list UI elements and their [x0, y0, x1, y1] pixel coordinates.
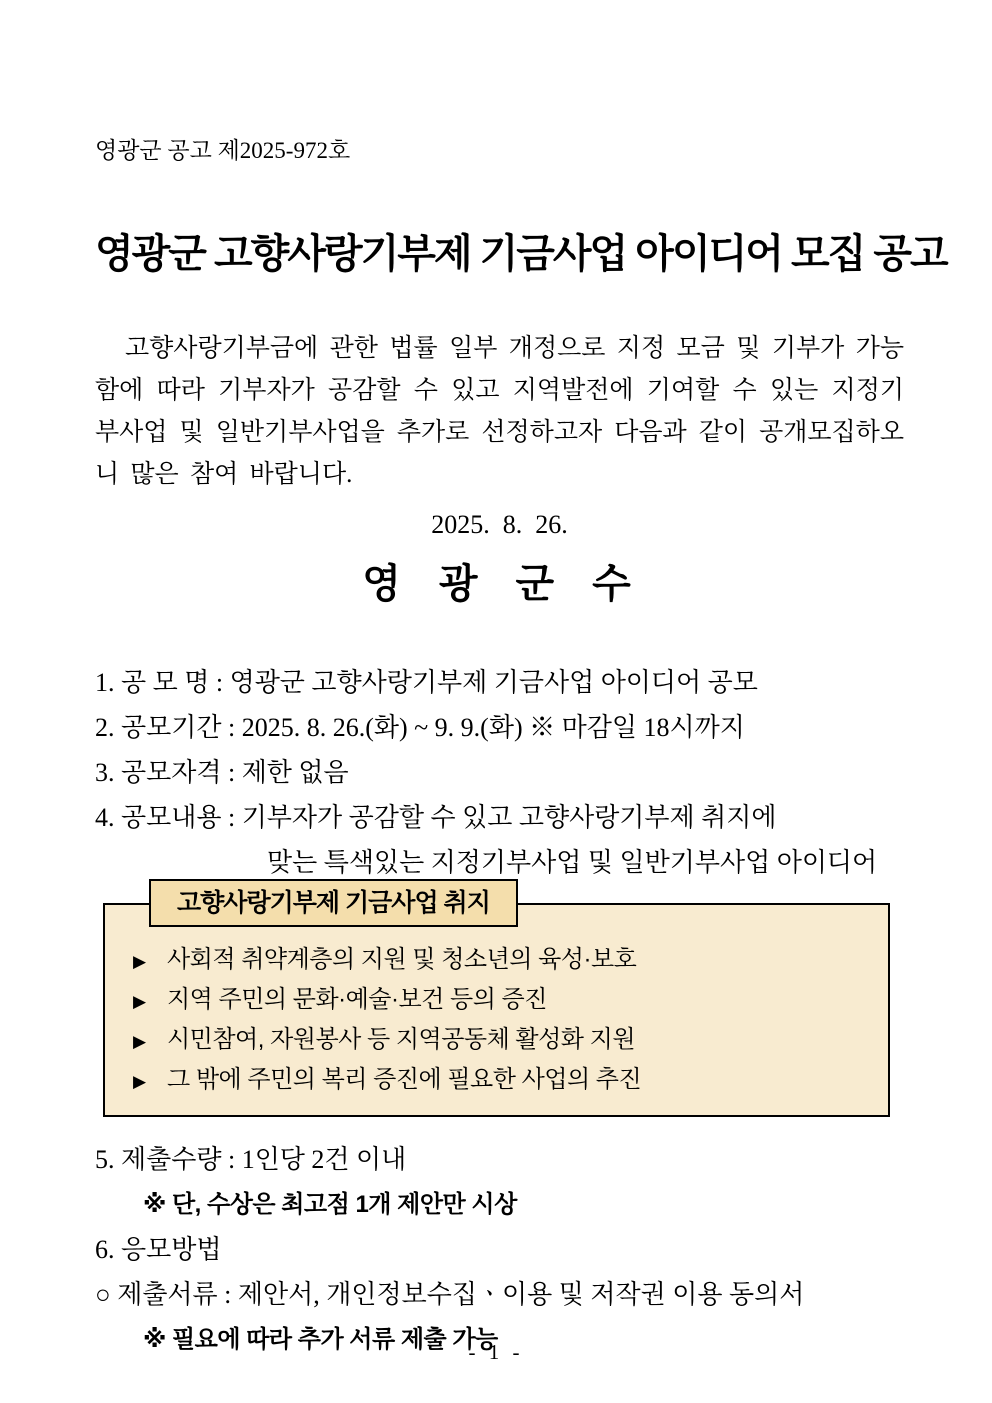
submission-limit-note: ※ 단, 수상은 최고점 1개 제안만 시상	[143, 1191, 517, 1218]
item-application-method: 6. 응모방법	[95, 1235, 222, 1264]
item-contest-period: 2. 공모기간 : 2025. 8. 26.(화) ~ 9. 9.(화) ※ 마감일 18시까지	[95, 713, 745, 742]
bottom-items	[95, 1137, 904, 1362]
triangle-bullet-icon: ▶	[133, 1032, 146, 1051]
item-submission-limit: 5. 제출수량 : 1인당 2건 이내	[95, 1145, 407, 1174]
purpose-bullet-text: 사회적 취약계층의 지원 및 청소년의 육성·보호	[167, 946, 637, 973]
document-content	[0, 136, 992, 1362]
document-title: 영광군 고향사랑기부제 기금사업 아이디어 모집 공고	[95, 232, 947, 276]
purpose-bullet-row	[133, 1061, 868, 1101]
item-contest-name: 1. 공 모 명 : 영광군 고향사랑기부제 기금사업 아이디어 공모	[95, 668, 758, 697]
purpose-box	[103, 889, 890, 1117]
intro-paragraph: 고향사랑기부금에 관한 법률 일부 개정으로 지정 모금 및 기부가 가능함에 따라 기부자가 공감할 수 있고 지역발전에 기여할 수 있는 지정기부사업 및 일반기부사업을 추가로 선정하고자 다음과 같이 공개모집하오니 많은 참여 바랍니다.	[95, 335, 904, 488]
item-contest-content-line2: 맞는 특색있는 지정기부사업 및 일반기부사업 아이디어	[267, 848, 878, 877]
purpose-bullet-row	[133, 941, 868, 981]
submission-documents: ○ 제출서류 : 제안서, 개인정보수집ㆍ이용 및 저작권 이용 동의서	[95, 1280, 805, 1309]
issuer-signature: 영 광 군 수	[362, 561, 637, 606]
numbered-items	[95, 660, 904, 885]
notice-number: 영광군 공고 제2025-972호	[95, 138, 351, 163]
item-contest-content: 4. 공모내용 : 기부자가 공감할 수 있고 고향사랑기부제 취지에	[95, 803, 777, 832]
page-number: - 1 -	[468, 1340, 524, 1364]
triangle-bullet-icon: ▶	[133, 952, 146, 971]
triangle-bullet-icon: ▶	[133, 992, 146, 1011]
document-date: 2025. 8. 26.	[431, 510, 568, 539]
purpose-box-title: 고향사랑기부제 기금사업 취지	[149, 879, 518, 927]
submission-documents-note: ※ 필요에 따라 추가 서류 제출 가능	[143, 1326, 498, 1353]
purpose-bullet-text: 그 밖에 주민의 복리 증진에 필요한 사업의 추진	[167, 1066, 642, 1093]
purpose-bullet-text: 지역 주민의 문화·예술·보건 등의 증진	[167, 986, 547, 1013]
item-eligibility: 3. 공모자격 : 제한 없음	[95, 758, 349, 787]
purpose-bullet-row	[133, 981, 868, 1021]
purpose-bullet-text: 시민참여, 자원봉사 등 지역공동체 활성화 지원	[167, 1026, 636, 1053]
purpose-bullet-row	[133, 1021, 868, 1061]
triangle-bullet-icon: ▶	[133, 1072, 146, 1091]
